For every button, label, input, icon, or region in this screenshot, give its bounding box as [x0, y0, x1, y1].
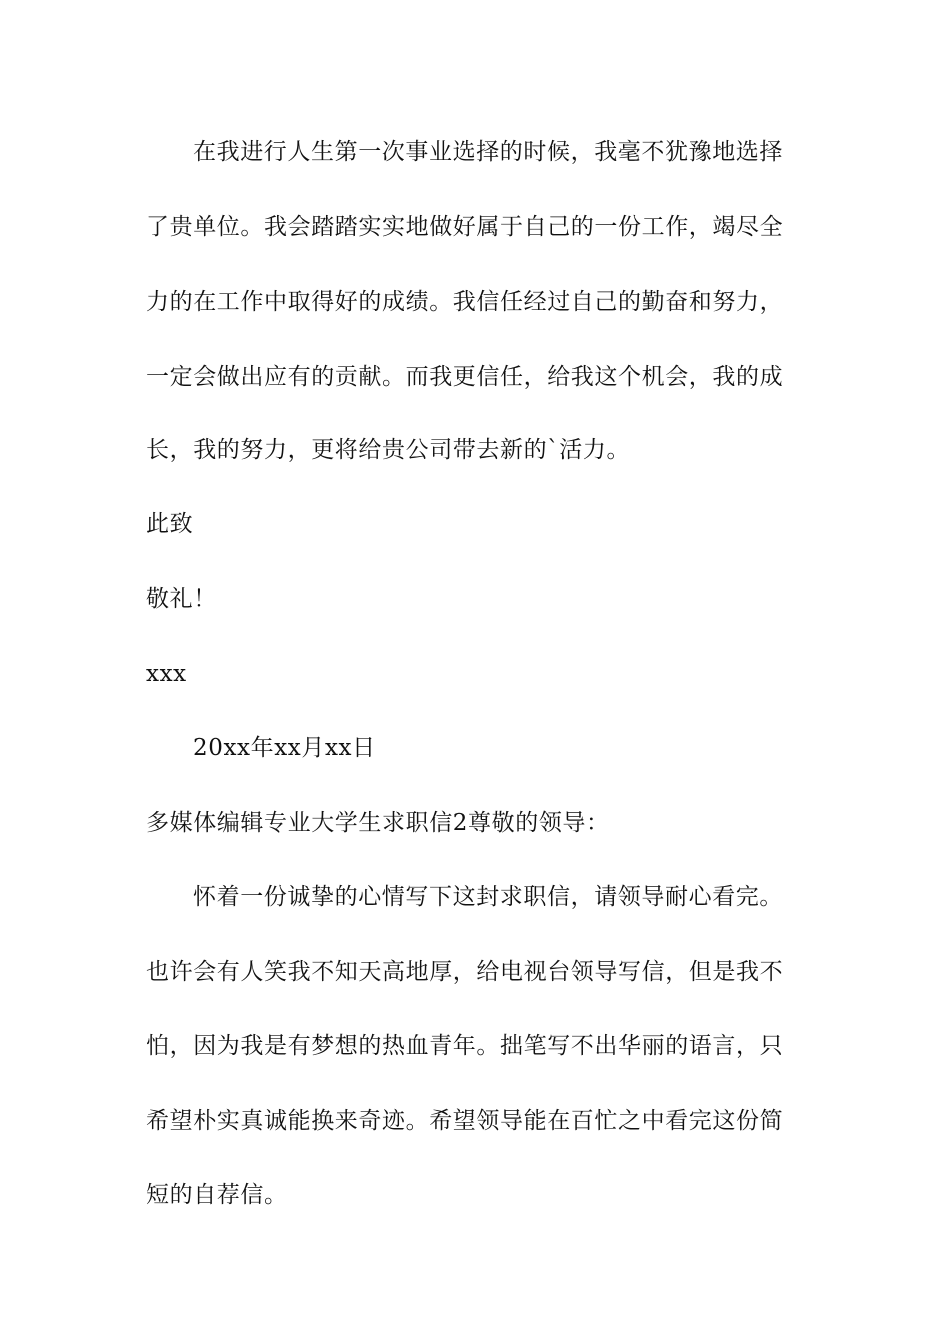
letter2-paragraph-line-4: 希望朴实真诚能换来奇迹。希望领导能在百忙之中看完这份简 [146, 1108, 784, 1134]
signature: xxx [146, 661, 187, 687]
letter2-heading: 多媒体编辑专业大学生求职信2尊敬的领导： [146, 810, 610, 836]
closing-salutation: 此致 [146, 511, 194, 537]
letter1-paragraph-line-3: 力的在工作中取得好的成绩。我信任经过自己的勤奋和努力， [146, 289, 784, 315]
letter2-paragraph-line-1: 怀着一份诚挚的心情写下这封求职信，请领导耐心看完。 [193, 884, 783, 910]
letter1-paragraph-line-2: 了贵单位。我会踏踏实实地做好属于自己的一份工作，竭尽全 [146, 214, 784, 240]
letter2-paragraph-line-3: 怕，因为我是有梦想的热血青年。拙笔写不出华丽的语言，只 [146, 1033, 784, 1059]
letter1-paragraph-line-1: 在我进行人生第一次事业选择的时候，我毫不犹豫地选择 [193, 139, 783, 165]
letter2-paragraph-line-5: 短的自荐信。 [146, 1182, 288, 1208]
closing-regards: 敬礼！ [146, 586, 217, 612]
letter1-paragraph-line-4: 一定会做出应有的贡献。而我更信任，给我这个机会，我的成 [146, 364, 784, 390]
letter-date: 20xx年xx月xx日 [193, 735, 376, 761]
letter2-paragraph-line-2: 也许会有人笑我不知天高地厚，给电视台领导写信，但是我不 [146, 959, 784, 985]
letter1-paragraph-line-5: 长，我的努力，更将给贵公司带去新的`活力。 [146, 437, 631, 463]
